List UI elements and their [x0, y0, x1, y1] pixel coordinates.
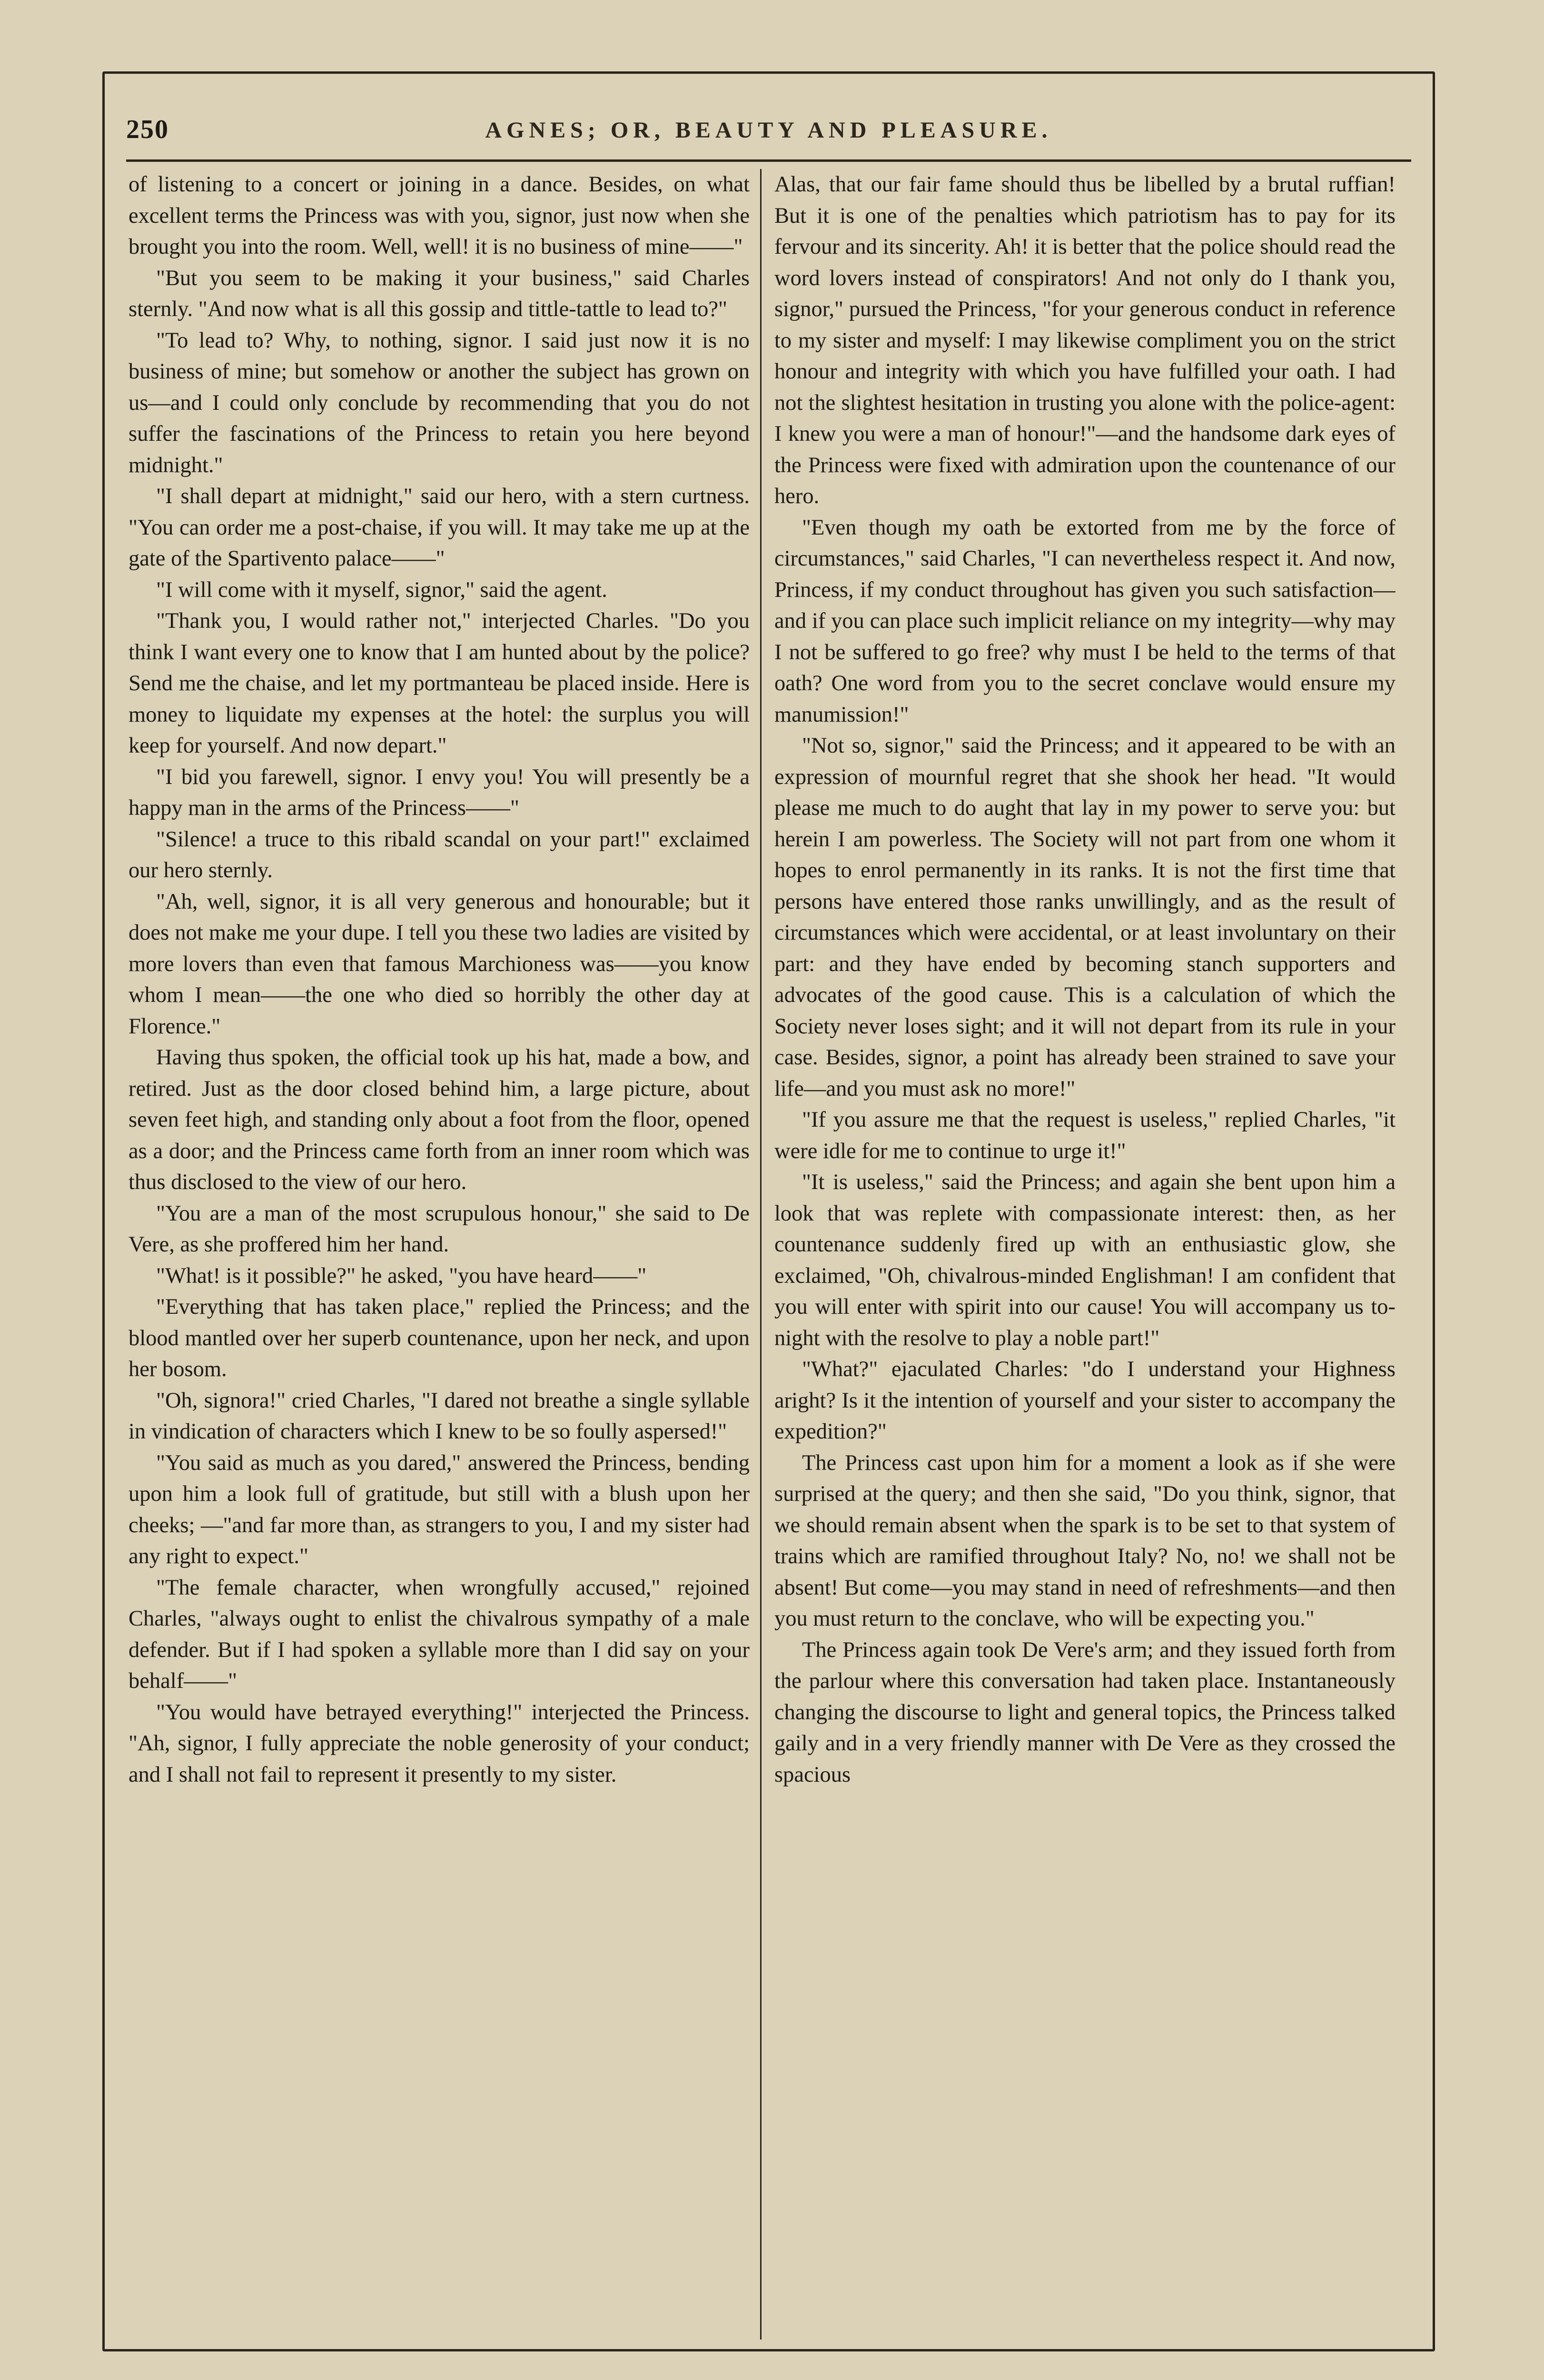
- right-column: [774, 169, 1396, 2340]
- paragraph: "I bid you farewell, signor. I envy you! You will presently be a happy man in the arms of the Princess——": [129, 764, 750, 820]
- paragraph: "Silence! a truce to this ribald scandal on your part!" exclaimed our hero sternly.: [129, 827, 750, 883]
- paragraph: "You are a man of the most scrupulous honour," she said to De Vere, as she proffered him her hand.: [129, 1201, 750, 1257]
- paragraph: "What! is it possible?" he asked, "you have heard——": [156, 1263, 647, 1288]
- page-number: 250: [126, 115, 169, 144]
- paragraph: The Princess cast upon him for a moment a look as if she were surprised at the query; and then she said, "Do you think, signor, that we should remain absent when the spark is to be set to that system of trains which are ramified throughout Italy? No, no! we shall not be absent! But come—you may stand in need of refreshments—and then you must return to the conclave, who will be expecting you.": [774, 1450, 1396, 1631]
- paragraph: "The female character, when wrongfully accused," rejoined Charles, "always ought to enlist the chivalrous sympathy of a male defender. But if I had spoken a syllable more than I did say on your behalf——": [129, 1575, 750, 1693]
- paragraph: The Princess again took De Vere's arm; and they issued forth from the parlour where this conversation had taken place. Instantaneously changing the discourse to light and general topics, the Princess talked gaily and in a very friendly manner with De Vere as they crossed the spacious: [774, 1637, 1396, 1787]
- paragraph: "To lead to? Why, to nothing, signor. I said just now it is no business of mine; but somehow or another the subject has grown on us—and I could only conclude by recommending that you do not suffer the fascinations of the Princess to retain you here beyond midnight.": [129, 328, 750, 477]
- paragraph: "Thank you, I would rather not," interjected Charles. "Do you think I want every one to know that I am hunted about by the police? Send me the chaise, and let my portmanteau be placed inside. Here is money to liquidate my expenses at the hotel: the surplus you will keep for yourself. And now depart.": [129, 609, 750, 758]
- paragraph: "Oh, signora!" cried Charles, "I dared not breathe a single syllable in vindication of characters which I knew to be so foully aspersed!": [129, 1388, 750, 1444]
- left-column: [129, 169, 750, 2340]
- paragraph: "Not so, signor," said the Princess; and it appeared to be with an expression of mournful regret that she shook her head. "It would please me much to do aught that lay in my power to serve you: but herein I am powerless. The Society will not part from one whom it hopes to enrol permanently in its ranks. It is not the first time that persons have entered those ranks unwillingly, and as the result of circumstances which were accidental, or at least involuntary on their part: and they have ended by becoming stanch supporters and advocates of the good cause. This is a calculation of which the Society never loses sight; and it will not depart from its rule in your case. Besides, signor, a point has already been strained to save your life—and you must ask no more!": [774, 734, 1396, 1101]
- paragraph: Alas, that our fair fame should thus be libelled by a brutal ruffian! But it is one of the penalties which patriotism has to pay for its fervour and its sincerity. Ah! it is better that the police should read the word lovers instead of conspirators! And not only do I thank you, signor," pursued the Princess, "for your generous conduct in reference to my sister and myself: I may likewise compliment you on the strict honour and integrity with which you have fulfilled your oath. I had not the slightest hesitation in trusting you alone with the police-agent: I knew you were a man of honour!"—and the handsome dark eyes of the Princess were fixed with admiration upon the countenance of our hero.: [774, 172, 1396, 508]
- column-divider: [760, 169, 762, 2340]
- paragraph: "Even though my oath be extorted from me by the force of circumstances," said Charles, "I can nevertheless respect it. And now, Princess, if my conduct throughout has given you such satisfaction—and if you can place such implicit reliance on my integrity—why may I not be suffered to go free? why must I be held to the terms of that oath? One word from you to the secret conclave would ensure my manumission!": [774, 515, 1396, 727]
- paragraph: "If you assure me that the request is useless," replied Charles, "it were idle for me to continue to urge it!": [774, 1108, 1396, 1163]
- page-header: [126, 114, 1411, 162]
- paragraph: Having thus spoken, the official took up his hat, made a bow, and retired. Just as the door closed behind him, a large picture, about seven feet high, and standing only about a foot from the floor, opened as a door; and the Princess came forth from an inner room which was thus disclosed to the view of our hero.: [129, 1045, 750, 1194]
- paragraph: "Everything that has taken place," replied the Princess; and the blood mantled over her superb countenance, upon her neck, and upon her bosom.: [129, 1295, 750, 1381]
- paragraph: "I will come with it myself, signor," said the agent.: [156, 577, 607, 602]
- paragraph: "You would have betrayed everything!" interjected the Princess. "Ah, signor, I fully appreciate the noble generosity of your conduct; and I shall not fail to represent it presently to my sister.: [129, 1700, 750, 1787]
- header-rule: [126, 159, 1411, 162]
- paragraph: "I shall depart at midnight," said our hero, with a stern curtness. "You can order me a post-chaise, if you will. It may take me up at the gate of the Spartivento palace——": [129, 484, 750, 571]
- paragraph: "But you seem to be making it your business," said Charles sternly. "And now what is all this gossip and tittle-tattle to lead to?": [129, 266, 750, 321]
- paragraph: "Ah, well, signor, it is all very generous and honourable; but it does not make me your dupe. I tell you these two ladies are visited by more lovers than even that famous Marchioness was——you know whom I mean——the one who died so horribly the other day at Florence.": [129, 889, 750, 1039]
- paragraph: of listening to a concert or joining in a dance. Besides, on what excellent terms the Princess was with you, signor, just now when she brought you into the room. Well, well! it is no business of mine——": [129, 172, 750, 259]
- paragraph: "It is useless," said the Princess; and again she bent upon him a look that was replete with compassionate interest: then, as her countenance suddenly fired up with an enthusiastic glow, she exclaimed, "Oh, chivalrous-minded Englishman! I am confident that you will enter with spirit into our cause! You will accompany us to-night with the resolve to play a noble part!": [774, 1170, 1396, 1350]
- running-title: AGNES; OR, BEAUTY AND PLEASURE.: [485, 118, 1052, 143]
- paragraph: "You said as much as you dared," answered the Princess, bending upon him a look full of gratitude, but still with a blush upon her cheeks; —"and far more than, as strangers to you, I and my sister had any right to expect.": [129, 1450, 750, 1568]
- paragraph: "What?" ejaculated Charles: "do I understand your Highness aright? Is it the intention of yourself and your sister to accompany the expedition?": [774, 1357, 1396, 1444]
